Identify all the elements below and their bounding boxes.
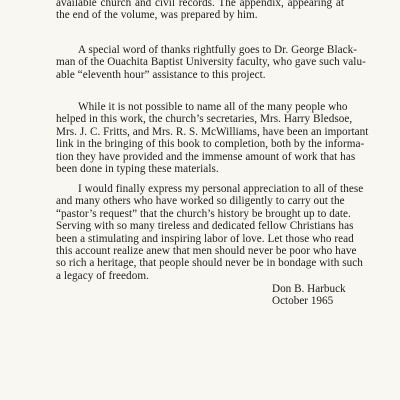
paragraph-acknowledgement-secretaries: [56, 101, 369, 176]
paragraph-line: Serving with so many tireless and dedicated fellow Christians has: [56, 220, 354, 233]
paragraph-line: Mrs. J. C. Fritts, and Mrs. R. S. McWilliams, have been an important: [56, 125, 369, 138]
paragraph-line: available church and civil records. The appendix, appearing at: [56, 0, 344, 9]
paragraph-line: been a stimulating and inspiring labor of love. Let those who read: [56, 232, 354, 245]
signature-name: Don B. Harbuck: [272, 283, 346, 295]
paragraph-line: so rich a heritage, that people should never be in bondage with such: [56, 257, 363, 270]
paragraph-line: tion they have provided and the immense amount of work that has: [56, 150, 356, 163]
paragraph-line: a legacy of freedom.: [56, 269, 149, 282]
paragraph-line: While it is not possible to name all of the many people who: [78, 101, 348, 113]
paragraph-line: and many others who have worked so diligently to carry out the: [56, 195, 345, 208]
paragraph-line: helped in this work, the church’s secretaries, Mrs. Harry Bledsoe,: [56, 113, 353, 126]
paragraph-continuation: [56, 0, 344, 22]
paragraph-line: A special word of thanks rightfully goes to Dr. George Black-: [78, 44, 358, 56]
paragraph-closing-appreciation: [56, 183, 364, 282]
signature-block: [272, 283, 346, 308]
paragraph-acknowledgement-blackman: [56, 44, 366, 81]
paragraph-line: able “eleventh hour” assistance to this project.: [56, 68, 266, 81]
signature-date: October 1965: [272, 295, 334, 308]
paragraph-line: man of the Ouachita Baptist University faculty, who gave such valu-: [56, 56, 366, 69]
paragraph-line: “pastor’s request” that the church’s history be brought up to date.: [56, 207, 351, 220]
paragraph-line: been done in typing these materials.: [56, 163, 219, 176]
paragraph-line: link in the bringing of this book to completion, both by the informa-: [56, 138, 365, 151]
paragraph-line: this account realize anew that men should never be poor who have: [56, 245, 357, 258]
paragraph-line: I would finally express my personal appreciation to all of these: [78, 183, 364, 195]
paragraph-line: the end of the volume, was prepared by him.: [56, 9, 258, 22]
